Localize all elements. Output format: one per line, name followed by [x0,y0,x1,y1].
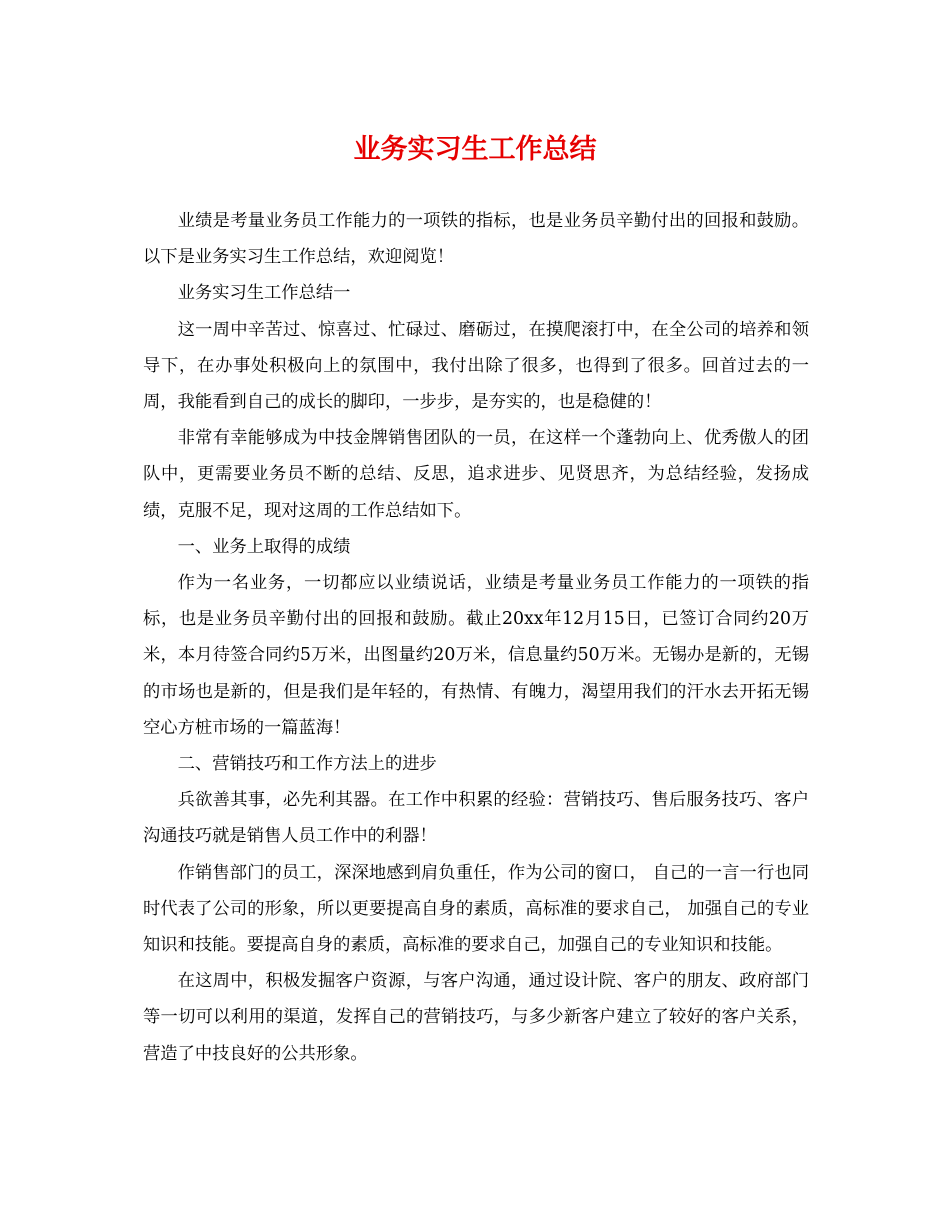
document-title: 业务实习生工作总结 [353,134,597,165]
section-heading-summary-one: 业务实习生工作总结一 [177,283,351,304]
paragraph-achievements: 作为一名业务，一切都应以业绩说话，业绩是考量业务员工作能力的一项铁的指标，也是业务员辛勤付出的回报和鼓励。截止20xx年12月15日，已签订合同约20万米，本月待签合同约5万米，出图量约20万米，信息量约50万米。无锡办是新的，无锡的市场也是新的，但是我们是年轻的，有热情、有魄力，渴望用我们的汗水去开拓无锡空心方桩市场的一篇蓝海！ [143,573,809,738]
paragraph-responsibility: 作销售部门的员工，深深地感到肩负重任，作为公司的窗口， 自己的一言一行也同时代表了公司的形象，所以更要提高自身的素质，高标准的要求自己， 加强自己的专业知识和技能。要提高自身的素质，高标准的要求自己，加强自己的专业知识和技能。 [143,862,809,956]
paragraph-tools: 兵欲善其事，必先利其器。在工作中积累的经验：营销技巧、售后服务技巧、客户沟通技巧就是销售人员工作中的利器！ [143,790,809,847]
section-heading-achievements: 一、业务上取得的成绩 [177,536,351,557]
paragraph-clients: 在这周中，积极发掘客户资源，与客户沟通，通过设计院、客户的朋友、政府部门等一切可以利用的渠道，发挥自己的营销技巧，与多少新客户建立了较好的客户关系，营造了中技良好的公共形象。 [143,971,809,1064]
paragraph-week-review: 这一周中辛苦过、惊喜过、忙碌过、磨砺过，在摸爬滚打中，在全公司的培养和领导下，在办事处积极向上的氛围中，我付出除了很多，也得到了很多。回首过去的一周，我能看到自己的成长的脚印，一步步，是夯实的，也是稳健的！ [143,319,809,413]
paragraph-intro: 业绩是考量业务员工作能力的一项铁的指标，也是业务员辛勤付出的回报和鼓励。以下是业务实习生工作总结，欢迎阅览！ [143,211,809,268]
document-body [143,203,809,1072]
paragraph-team: 非常有幸能够成为中技金牌销售团队的一员，在这样一个蓬勃向上、优秀傲人的团队中，更需要业务员不断的总结、反思，追求进步、见贤思齐，为总结经验，发扬成绩，克服不足，现对这周的工作总结如下。 [143,428,809,521]
section-heading-skills: 二、营销技巧和工作方法上的进步 [177,754,437,775]
